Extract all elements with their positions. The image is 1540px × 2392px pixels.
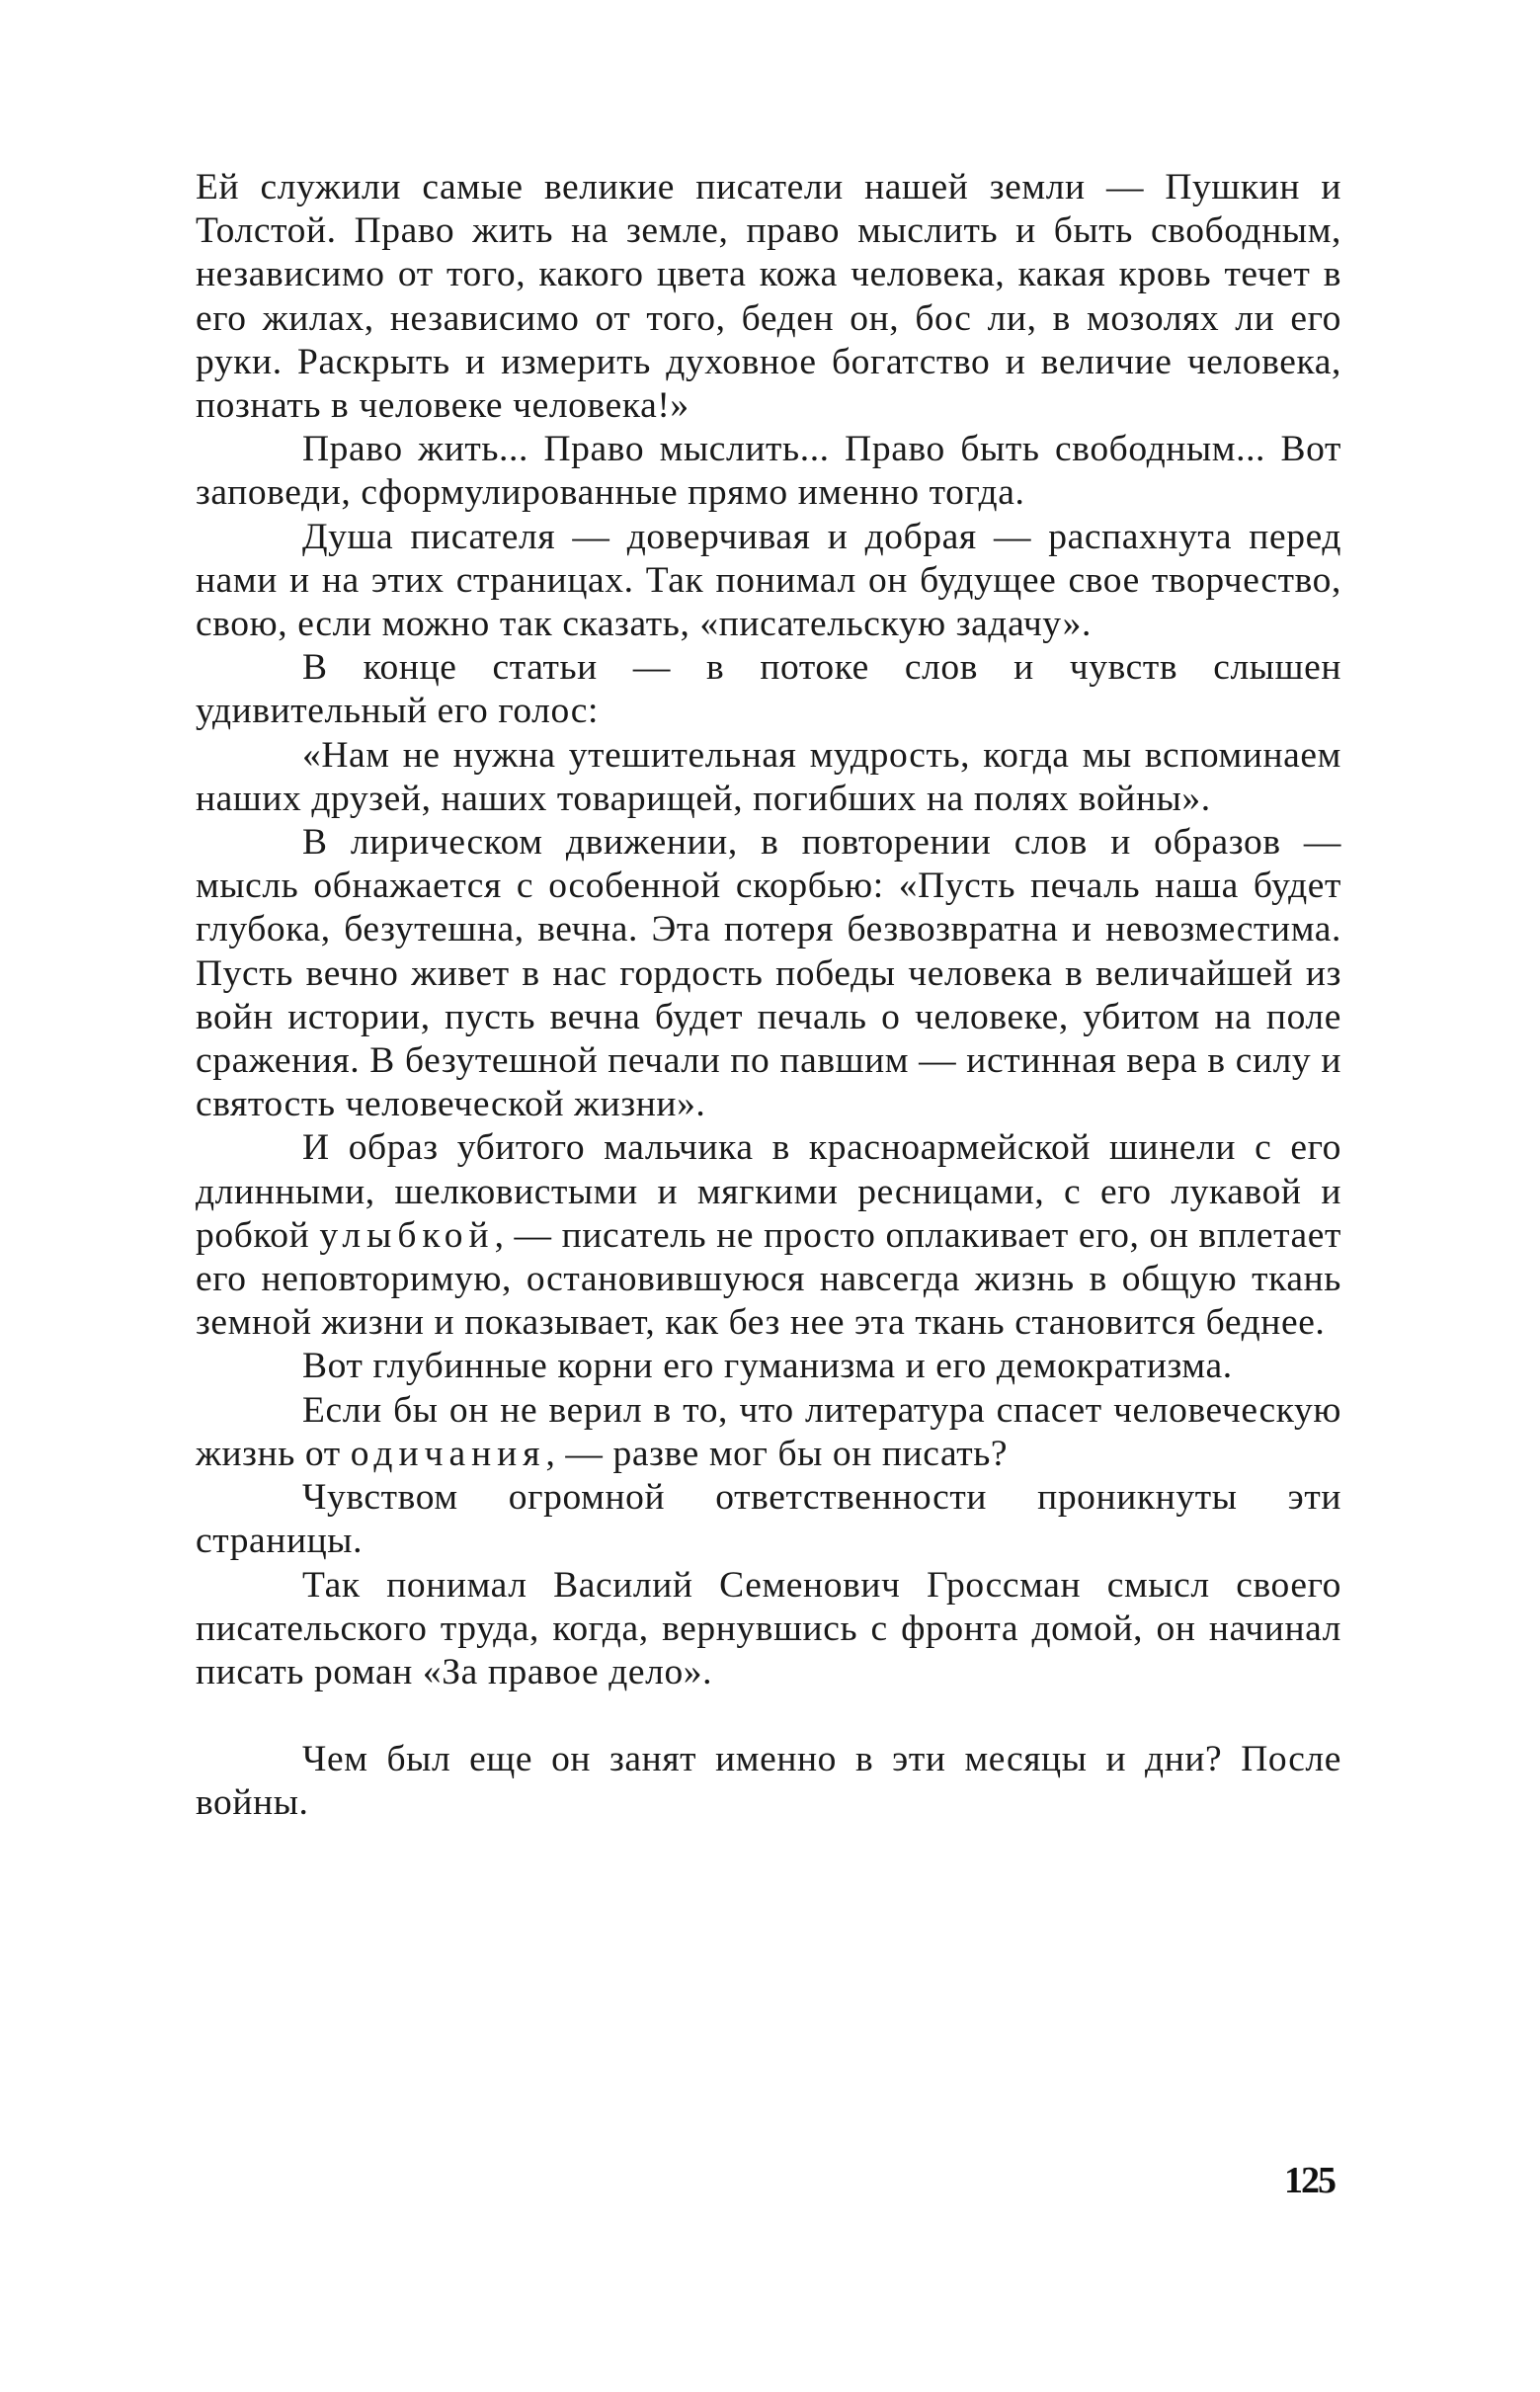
emphasized-word: одичания — [350, 1433, 546, 1474]
paragraph-1: Ей служили самые великие писатели нашей земли — Пушкин и Толстой. Право жить на земле, право мыслить и быть свободным, независимо от того, какого цвета кожа человека, какая кровь течет в его жилах, независимо от того, беден он, бос ли, в мозолях ли его руки. Раскрыть и измерить духовное богатство и величие человека, познать в человеке человека!» — [196, 167, 1341, 427]
paragraph-6: В лирическом движении, в повторении слов и образов — мысль обнажается с особенной скорбью: «Пусть печаль наша будет глубока, безутешна, вечна. Эта потеря безвозвратна и невозместима. Пусть вечно живет в нас гордость победы человека в величайшей из войн истории, пусть вечна будет печаль о человеке, убитом на поле сражения. В безутешной печали по павшим — истинная вера в силу и святость человеческой жизни». — [196, 822, 1341, 1125]
page-body — [196, 166, 1341, 1826]
paragraph-7-end: , — писатель не просто оплакивает его, он вплетает его неповторимую, остановившуюся навсегда жизнь в общую ткань земной жизни и показывает, как без нее эта ткань становится беднее. — [196, 1214, 1341, 1344]
paragraph-7-start: И образ убитого мальчика в красноармейской шинели с его длинными, шелковистыми и мягкими ресницами, с его лукавой и робкой — [196, 1127, 1341, 1256]
paragraph-2: Право жить... Право мыслить... Право быть свободным... Вот заповеди, сформулированные прямо именно тогда. — [196, 429, 1341, 514]
paragraph-9-end: , — разве мог бы он писать? — [545, 1433, 1009, 1474]
page-number: 125 — [1284, 2160, 1335, 2201]
paragraph-12: Чем был еще он занят именно в эти месяцы и дни? После войны. — [196, 1739, 1341, 1824]
paragraph-11: Так понимал Василий Семенович Гроссман смысл своего писательского труда, когда, вернувшись с фронта домой, он начинал писать роман «За правое дело». — [196, 1564, 1341, 1692]
paragraph-5: «Нам не нужна утешительная мудрость, когда мы вспоминаем наших друзей, наших товарищей, погибших на полях войны». — [196, 734, 1341, 819]
section-gap — [196, 1694, 1341, 1738]
paragraph-4: В конце статьи — в потоке слов и чувств слышен удивительный его голос: — [196, 647, 1341, 732]
paragraph-10: Чувством огромной ответственности проникнуты эти страницы. — [196, 1477, 1341, 1562]
paragraph-7 — [196, 1126, 1341, 1345]
paragraph-9 — [196, 1389, 1341, 1476]
paragraph-3: Душа писателя — доверчивая и добрая — распахнута перед нами и на этих страницах. Так понимал он будущее свое творчество, свою, если можно так сказать, «писательскую задачу». — [196, 516, 1341, 645]
paragraph-9-start: Если бы он не верил в то, что литература спасет человеческую жизнь от — [196, 1389, 1341, 1474]
paragraph-8: Вот глубинные корни его гуманизма и его демократизма. — [302, 1346, 1233, 1387]
emphasized-word: улыбкой — [319, 1214, 495, 1256]
